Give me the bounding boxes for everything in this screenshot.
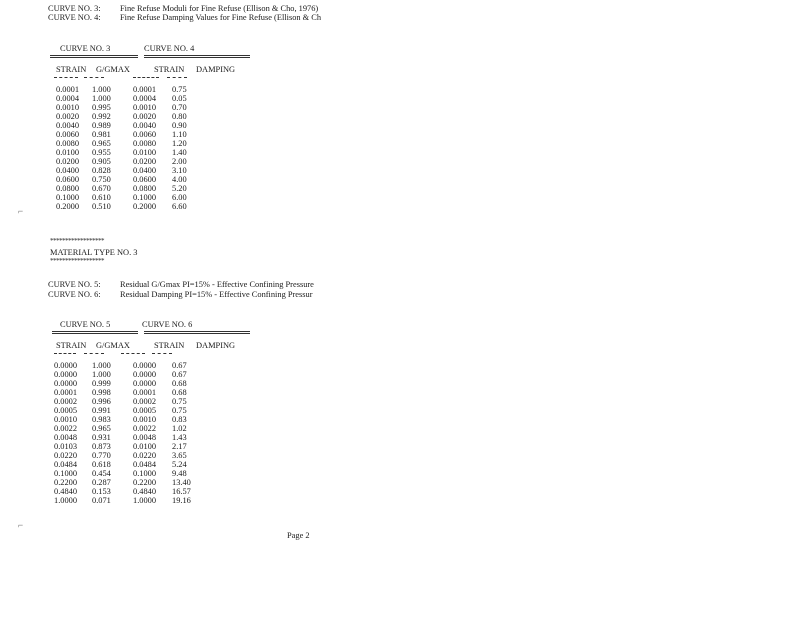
table-cell: 0.0080 bbox=[56, 139, 80, 149]
curve6-description: Residual Damping PI=15% - Effective Confining Pressur bbox=[120, 290, 313, 299]
block1-heading-rule-b bbox=[144, 55, 250, 58]
table-cell: 0.989 bbox=[92, 121, 111, 131]
table-cell: 0.0800 bbox=[56, 184, 80, 194]
table-cell: 0.0600 bbox=[133, 175, 157, 185]
table-cell: 0.80 bbox=[172, 112, 187, 122]
table-cell: 0.905 bbox=[92, 157, 111, 167]
table-cell: 0.75 bbox=[172, 406, 187, 416]
table-cell: 0.75 bbox=[172, 85, 187, 94]
table-cell: 0.1000 bbox=[54, 469, 78, 479]
table-cell: 1.20 bbox=[172, 139, 187, 149]
table-cell: 0.992 bbox=[92, 112, 111, 122]
table-cell: 0.0002 bbox=[133, 397, 157, 407]
table-cell: 1.000 bbox=[92, 85, 111, 94]
table-cell: 0.1000 bbox=[133, 193, 157, 203]
block2-heading-rule-b bbox=[144, 331, 250, 334]
table-cell: 0.828 bbox=[92, 166, 111, 176]
block1-col-strain-a: STRAIN bbox=[56, 65, 87, 74]
table-cell: 0.1000 bbox=[133, 469, 157, 479]
table-cell: 0.0220 bbox=[133, 451, 157, 461]
page-number: Page 2 bbox=[287, 531, 310, 540]
table-cell: 0.0400 bbox=[56, 166, 80, 176]
block2-strain-a-column bbox=[54, 361, 77, 505]
table-cell: 0.510 bbox=[92, 202, 111, 212]
block1-col-strain-b: STRAIN bbox=[154, 65, 185, 74]
table-cell: 0.0100 bbox=[133, 148, 157, 158]
table-cell: 0.750 bbox=[92, 175, 111, 185]
table-cell: 0.70 bbox=[172, 103, 187, 113]
table-cell: 0.0060 bbox=[133, 130, 157, 140]
table-cell: 0.0100 bbox=[133, 442, 157, 452]
material-type-label: MATERIAL TYPE NO. 3 bbox=[50, 248, 138, 257]
table-cell: 1.0000 bbox=[133, 496, 157, 506]
block2-ggmax-column bbox=[92, 361, 111, 505]
table-cell: 0.0040 bbox=[56, 121, 80, 131]
table-cell: 0.0100 bbox=[56, 148, 80, 158]
table-cell: 0.996 bbox=[92, 397, 111, 407]
table-cell: 0.998 bbox=[92, 388, 111, 398]
curve5-description: Residual G/Gmax PI=15% - Effective Confining Pressure bbox=[120, 280, 314, 289]
table-cell: 0.0010 bbox=[133, 103, 157, 113]
block2-heading-rule-a bbox=[52, 331, 138, 334]
table-cell: 0.68 bbox=[172, 379, 187, 389]
table-cell: 0.0048 bbox=[54, 433, 78, 443]
table-cell: 0.0200 bbox=[133, 157, 157, 167]
table-cell: 0.873 bbox=[92, 442, 111, 452]
table-cell: 0.67 bbox=[172, 361, 187, 370]
table-cell: 0.90 bbox=[172, 121, 187, 131]
table-cell: 0.0000 bbox=[54, 361, 78, 370]
curve3-label: CURVE NO. 3: bbox=[48, 4, 101, 13]
table-cell: 0.618 bbox=[92, 460, 111, 470]
table-cell: 0.0010 bbox=[133, 415, 157, 425]
table-cell: 0.0060 bbox=[56, 130, 80, 140]
table-cell: 0.0022 bbox=[54, 424, 78, 434]
table-cell: 0.0484 bbox=[133, 460, 157, 470]
table-cell: 0.4840 bbox=[133, 487, 157, 497]
block1-damping-column bbox=[172, 85, 187, 211]
table-cell: 0.965 bbox=[92, 424, 111, 434]
table-cell: 1.0000 bbox=[54, 496, 78, 506]
table-cell: 0.0220 bbox=[54, 451, 78, 461]
block1-ggmax-column bbox=[92, 85, 111, 211]
table-cell: 0.75 bbox=[172, 397, 187, 407]
table-cell: 0.0200 bbox=[56, 157, 80, 167]
table-cell: 6.60 bbox=[172, 202, 187, 212]
block2-curve-b-heading: CURVE NO. 6 bbox=[142, 320, 193, 329]
table-cell: 13.40 bbox=[172, 478, 191, 488]
table-cell: 4.00 bbox=[172, 175, 187, 185]
block1-col-ggmax: G/GMAX bbox=[96, 65, 130, 74]
table-cell: 19.16 bbox=[172, 496, 191, 506]
block2-col-underline bbox=[152, 353, 172, 354]
curve5-label: CURVE NO. 5: bbox=[48, 280, 101, 289]
table-cell: 0.2200 bbox=[54, 478, 78, 488]
table-cell: 1.40 bbox=[172, 148, 187, 158]
block2-col-strain-b: STRAIN bbox=[154, 341, 185, 350]
table-cell: 0.0800 bbox=[133, 184, 157, 194]
table-cell: 0.670 bbox=[92, 184, 111, 194]
table-cell: 0.0020 bbox=[56, 112, 80, 122]
table-cell: 0.0103 bbox=[54, 442, 78, 452]
block1-col-underline bbox=[133, 77, 159, 78]
block1-col-damping: DAMPING bbox=[196, 65, 236, 74]
table-cell: 2.00 bbox=[172, 157, 187, 167]
curve4-label: CURVE NO. 4: bbox=[48, 13, 101, 22]
table-cell: 0.0001 bbox=[133, 85, 157, 94]
table-cell: 3.65 bbox=[172, 451, 187, 461]
table-cell: 0.0002 bbox=[54, 397, 78, 407]
table-cell: 0.0001 bbox=[133, 388, 157, 398]
curve6-label: CURVE NO. 6: bbox=[48, 290, 101, 299]
table-cell: 0.0484 bbox=[54, 460, 78, 470]
table-cell: 0.0005 bbox=[133, 406, 157, 416]
table-cell: 0.0010 bbox=[56, 103, 80, 113]
material-stars-bottom: ****************** bbox=[50, 257, 104, 265]
binder-mark-icon: ⌐ bbox=[18, 206, 24, 216]
block2-strain-b-column bbox=[133, 361, 156, 505]
table-cell: 9.48 bbox=[172, 469, 187, 479]
binder-mark-icon: ⌐ bbox=[18, 520, 24, 530]
table-cell: 0.0005 bbox=[54, 406, 78, 416]
table-cell: 5.20 bbox=[172, 184, 187, 194]
block1-col-underline bbox=[167, 77, 187, 78]
table-cell: 0.955 bbox=[92, 148, 111, 158]
block2-col-underline bbox=[54, 353, 76, 354]
curve4-description: Fine Refuse Damping Values for Fine Refuse (Ellison & Ch bbox=[120, 13, 322, 22]
block2-col-underline bbox=[121, 353, 145, 354]
table-cell: 0.0022 bbox=[133, 424, 157, 434]
table-cell: 0.05 bbox=[172, 94, 187, 104]
table-cell: 5.24 bbox=[172, 460, 187, 470]
material-stars-top: ****************** bbox=[50, 237, 104, 245]
table-cell: 0.0001 bbox=[56, 85, 80, 94]
table-cell: 0.0000 bbox=[54, 370, 78, 380]
table-cell: 0.4840 bbox=[54, 487, 78, 497]
table-cell: 0.0004 bbox=[133, 94, 157, 104]
table-cell: 0.770 bbox=[92, 451, 111, 461]
block1-curve-a-heading: CURVE NO. 3 bbox=[60, 44, 111, 53]
block1-col-underline bbox=[84, 77, 104, 78]
block2-col-damping: DAMPING bbox=[196, 341, 236, 350]
table-cell: 0.83 bbox=[172, 415, 187, 425]
table-cell: 0.0048 bbox=[133, 433, 157, 443]
table-cell: 0.1000 bbox=[56, 193, 80, 203]
table-cell: 0.0000 bbox=[133, 370, 157, 380]
table-cell: 0.931 bbox=[92, 433, 111, 443]
table-cell: 0.2000 bbox=[133, 202, 157, 212]
table-cell: 0.995 bbox=[92, 103, 111, 113]
table-cell: 1.10 bbox=[172, 130, 187, 140]
block1-heading-rule-a bbox=[50, 55, 138, 58]
table-cell: 0.0010 bbox=[54, 415, 78, 425]
table-cell: 0.0000 bbox=[54, 379, 78, 389]
table-cell: 0.0000 bbox=[133, 379, 157, 389]
table-cell: 0.153 bbox=[92, 487, 111, 497]
table-cell: 6.00 bbox=[172, 193, 187, 203]
table-cell: 2.17 bbox=[172, 442, 187, 452]
table-cell: 1.000 bbox=[92, 370, 111, 380]
block1-col-underline bbox=[54, 77, 78, 78]
block2-col-strain-a: STRAIN bbox=[56, 341, 87, 350]
table-cell: 0.0600 bbox=[56, 175, 80, 185]
table-cell: 0.981 bbox=[92, 130, 111, 140]
table-cell: 0.287 bbox=[92, 478, 111, 488]
table-cell: 1.000 bbox=[92, 361, 111, 370]
table-cell: 3.10 bbox=[172, 166, 187, 176]
table-cell: 1.02 bbox=[172, 424, 187, 434]
block1-strain-a-column bbox=[56, 85, 79, 211]
table-cell: 0.0080 bbox=[133, 139, 157, 149]
table-cell: 0.965 bbox=[92, 139, 111, 149]
table-cell: 0.454 bbox=[92, 469, 111, 479]
table-cell: 0.991 bbox=[92, 406, 111, 416]
table-cell: 0.610 bbox=[92, 193, 111, 203]
curve3-description: Fine Refuse Moduli for Fine Refuse (Ellison & Cho, 1976) bbox=[120, 4, 319, 13]
block2-curve-a-heading: CURVE NO. 5 bbox=[60, 320, 111, 329]
table-cell: 0.2200 bbox=[133, 478, 157, 488]
table-cell: 16.57 bbox=[172, 487, 191, 497]
table-cell: 1.43 bbox=[172, 433, 187, 443]
table-cell: 0.983 bbox=[92, 415, 111, 425]
table-cell: 0.0020 bbox=[133, 112, 157, 122]
table-cell: 0.0400 bbox=[133, 166, 157, 176]
block1-curve-b-heading: CURVE NO. 4 bbox=[144, 44, 195, 53]
block1-strain-b-column bbox=[133, 85, 156, 211]
table-cell: 0.67 bbox=[172, 370, 187, 380]
table-cell: 0.68 bbox=[172, 388, 187, 398]
block2-col-underline bbox=[84, 353, 104, 354]
table-cell: 0.0001 bbox=[54, 388, 78, 398]
table-cell: 0.2000 bbox=[56, 202, 80, 212]
block2-col-ggmax: G/GMAX bbox=[96, 341, 130, 350]
table-cell: 1.000 bbox=[92, 94, 111, 104]
table-cell: 0.0000 bbox=[133, 361, 157, 370]
block2-damping-column bbox=[172, 361, 191, 505]
table-cell: 0.0040 bbox=[133, 121, 157, 131]
table-cell: 0.0004 bbox=[56, 94, 80, 104]
table-cell: 0.071 bbox=[92, 496, 111, 506]
table-cell: 0.999 bbox=[92, 379, 111, 389]
